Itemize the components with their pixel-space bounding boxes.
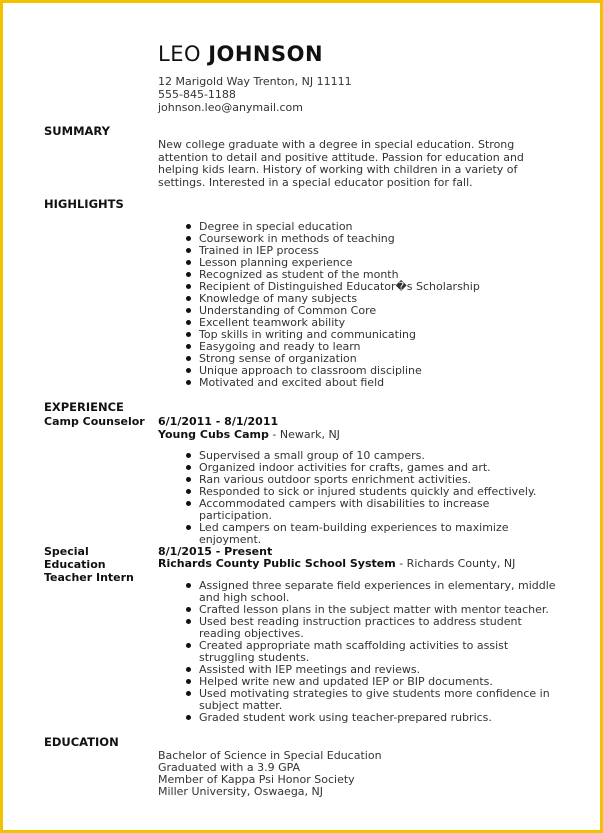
list-item: Created appropriate math scaffolding activities to assist struggling students.	[199, 640, 561, 664]
list-item: Motivated and excited about field	[199, 377, 561, 389]
list-item: Organized indoor activities for crafts, games and art.	[199, 462, 561, 474]
job-duties-list	[199, 580, 561, 724]
list-item: Recipient of Distinguished Educator�s Scholarship	[199, 281, 561, 293]
list-item: Top skills in writing and communicating	[199, 329, 561, 341]
list-item: Assisted with IEP meetings and reviews.	[199, 664, 561, 676]
contact-address: 12 Marigold Way Trenton, NJ 11111	[158, 75, 352, 88]
list-item: Degree in special education	[199, 221, 561, 233]
list-item: Assigned three separate field experiences in elementary, middle and high school.	[199, 580, 561, 604]
list-item: Understanding of Common Core	[199, 305, 561, 317]
list-item: Responded to sick or injured students quickly and effectively.	[199, 486, 561, 498]
education-line: Miller University, Oswaega, NJ	[158, 785, 324, 798]
list-item: Coursework in methods of teaching	[199, 233, 561, 245]
list-item: Used motivating strategies to give students more confidence in subject matter.	[199, 688, 561, 712]
education-line: Bachelor of Science in Special Education	[158, 749, 382, 762]
list-item: Helped write new and updated IEP or BIP documents.	[199, 676, 561, 688]
job-role: Camp Counselor	[44, 415, 145, 428]
list-item: Excellent teamwork ability	[199, 317, 561, 329]
employer-name: Young Cubs Camp	[158, 428, 269, 441]
education-line: Member of Kappa Psi Honor Society	[158, 773, 355, 786]
job-duties-list	[199, 450, 561, 546]
contact-email[interactable]: johnson.leo@anymail.com	[158, 101, 303, 114]
list-item: Recognized as student of the month	[199, 269, 561, 281]
experience-heading: EXPERIENCE	[44, 400, 124, 414]
highlights-heading: HIGHLIGHTS	[44, 197, 124, 211]
list-item: Knowledge of many subjects	[199, 293, 561, 305]
job-dates: 6/1/2011 - 8/1/2011	[158, 415, 279, 428]
employer-name: Richards County Public School System	[158, 557, 396, 570]
employer-location: - Richards County, NJ	[395, 557, 516, 570]
employer-location: - Newark, NJ	[268, 428, 340, 441]
summary-heading: SUMMARY	[44, 124, 110, 138]
list-item: Strong sense of organization	[199, 353, 561, 365]
list-item: Led campers on team-building experiences to maximize enjoyment.	[199, 522, 561, 546]
job-employer	[158, 428, 340, 441]
list-item: Unique approach to classroom discipline	[199, 365, 561, 377]
last-name: JOHNSON	[208, 42, 324, 66]
list-item: Lesson planning experience	[199, 257, 561, 269]
contact-phone: 555-845-1188	[158, 88, 236, 101]
summary-text: New college graduate with a degree in special education. Strong attention to detail and positive attitude. Passion for education and helping kids learn. History of working with children in a variety of settings. Interested in a special educator position for fall.	[158, 138, 524, 189]
list-item: Used best reading instruction practices to address student reading objectives.	[199, 616, 561, 640]
education-details	[158, 750, 382, 798]
list-item: Crafted lesson plans in the subject matter with mentor teacher.	[199, 604, 561, 616]
highlights-list	[199, 221, 561, 389]
list-item: Ran various outdoor sports enrichment activities.	[199, 474, 561, 486]
job-dates: 8/1/2015 - Present	[158, 545, 273, 558]
education-heading: EDUCATION	[44, 735, 119, 749]
list-item: Supervised a small group of 10 campers.	[199, 450, 561, 462]
job-employer	[158, 557, 515, 570]
list-item: Graded student work using teacher-prepared rubrics.	[199, 712, 561, 724]
candidate-name	[158, 42, 323, 66]
first-name: LEO	[158, 42, 201, 66]
job-role: Special Education Teacher Intern	[44, 545, 134, 584]
list-item: Trained in IEP process	[199, 245, 561, 257]
education-line: Graduated with a 3.9 GPA	[158, 761, 301, 774]
list-item: Accommodated campers with disabilities to increase participation.	[199, 498, 561, 522]
list-item: Easygoing and ready to learn	[199, 341, 561, 353]
